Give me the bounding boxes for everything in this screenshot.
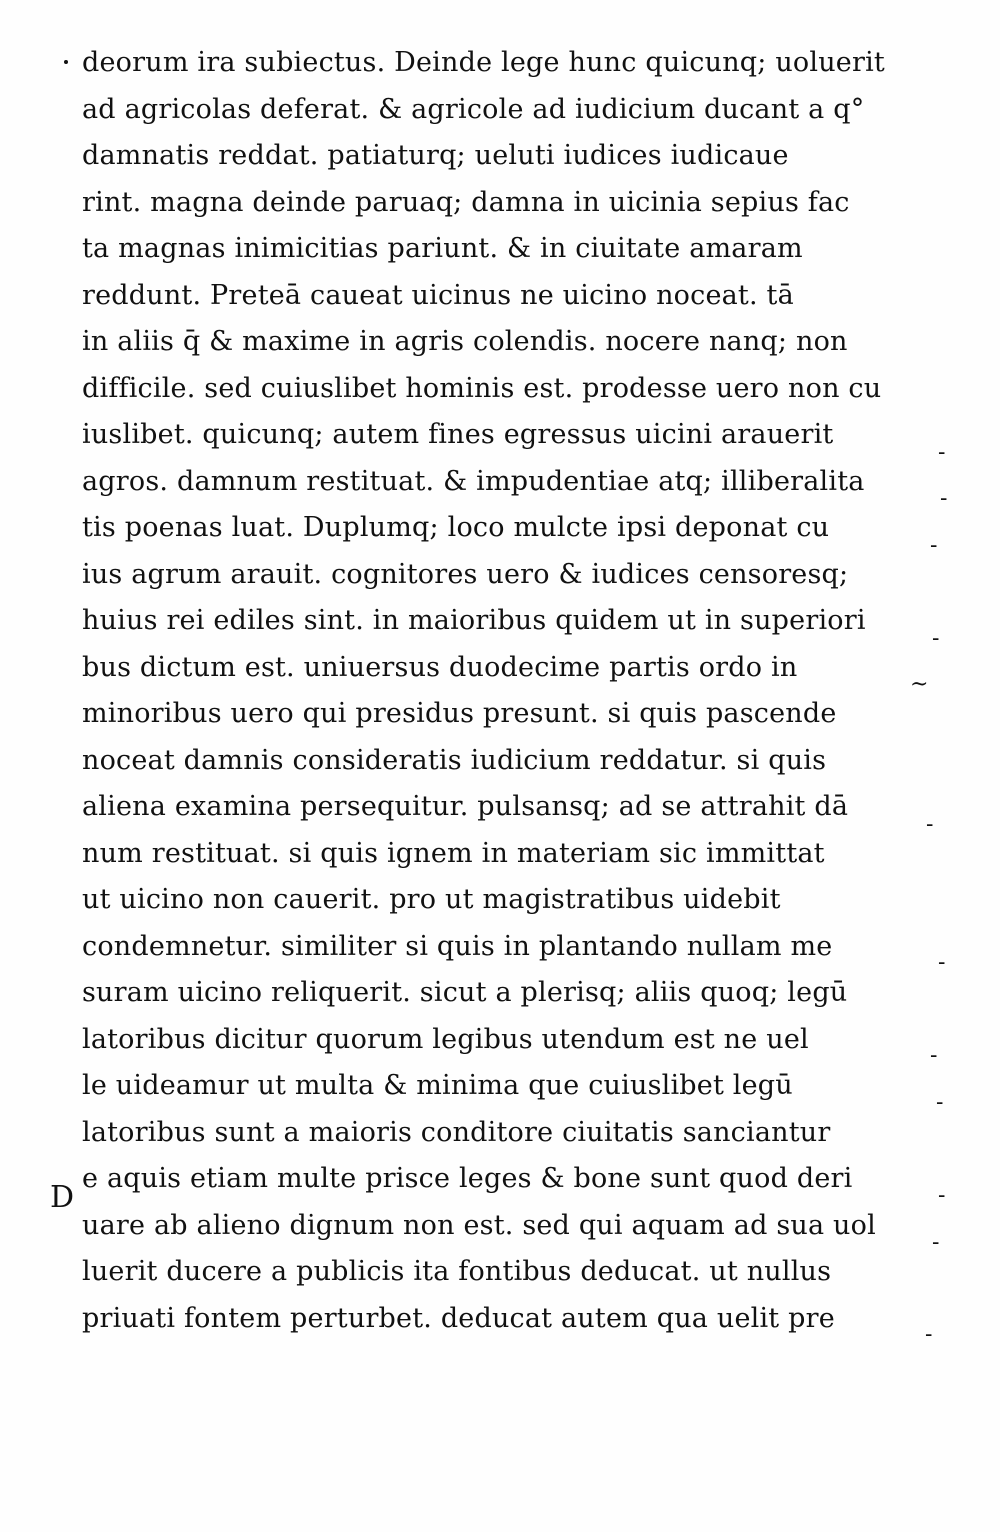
text-line: rint. magna deinde paruaq; damna in uicinia sepius fac [82,186,850,218]
text-line: ius agrum arauit. cognitores uero & iudices censoresq; [82,558,849,590]
margin-mark: - [932,626,940,651]
text-line: latoribus dicitur quorum legibus utendum est ne uel [82,1023,809,1055]
text-line: condemnetur. similiter si quis in plantando nullam me [82,930,833,962]
text-line: num restituat. si quis ignem in materiam sic immittat [82,837,825,869]
margin-mark: - [938,440,946,465]
text-line: in aliis q̄ & maxime in agris colendis. nocere nanq; non [82,326,848,357]
text-line: tis poenas luat. Duplumq; loco mulcte ipsi deponat cu [82,512,830,543]
text-line: minoribus uero qui presidus presunt. si quis pascende [82,698,837,729]
text-line: ut uicino non cauerit. pro ut magistratibus uidebit [82,884,781,915]
text-line: ta magnas inimicitias pariunt. & in ciuitate amaram [82,233,803,264]
text-line: luerit ducere a publicis ita fontibus deducat. ut nullus [82,1256,832,1287]
margin-mark: - [926,812,934,837]
text-line: agros. damnum restituat. & impudentiae atq; illiberalita [82,465,865,497]
text-line: damnatis reddat. patiaturq; ueluti iudices iudicaue [82,140,789,171]
initial-letter: D [50,1180,75,1215]
text-line: priuati fontem perturbet. deducat autem qua uelit pre [82,1302,835,1334]
margin-mark: - [938,1183,946,1208]
text-line: reddunt. Preteā caueat uicinus ne uicino noceat. tā [82,279,794,311]
text-line: difficile. sed cuiuslibet hominis est. prodesse uero non cu [82,372,882,404]
margin-mark: - [936,1090,944,1115]
margin-mark: - [932,1230,940,1255]
text-line: aliena examina persequitur. pulsansq; ad se attrahit dā [82,791,849,822]
text-line: noceat damnis consideratis iudicium reddatur. si quis [82,744,827,776]
text-line: deorum ira subiectus. Deinde lege hunc quicunq; uoluerit [82,47,885,78]
text-line: le uideamur ut multa & minima que cuiuslibet legū [82,1070,793,1101]
text-line: e aquis etiam multe prisce leges & bone sunt quod deri [82,1163,853,1194]
margin-dot [64,60,68,64]
margin-mark: - [930,1043,938,1068]
margin-mark: ~ [910,672,929,697]
text-line: bus dictum est. uniuersus duodecime partis ordo in [82,651,798,683]
margin-mark: - [938,950,946,975]
text-line: huius rei ediles sint. in maioribus quidem ut in superiori [82,605,866,636]
margin-mark: - [925,1322,933,1347]
manuscript-text-block [82,40,932,1342]
margin-mark: - [940,486,948,511]
text-line: iuslibet. quicunq; autem fines egressus uicini arauerit [82,419,834,450]
text-line: uare ab alieno dignum non est. sed qui aquam ad sua uol [82,1209,876,1241]
text-line: ad agricolas deferat. & agricole ad iudicium ducant a q° [82,93,865,125]
text-line: suram uicino reliquerit. sicut a plerisq; aliis quoq; legū [82,977,848,1008]
margin-mark: - [930,533,938,558]
text-line: latoribus sunt a maioris conditore ciuitatis sanciantur [82,1116,831,1148]
